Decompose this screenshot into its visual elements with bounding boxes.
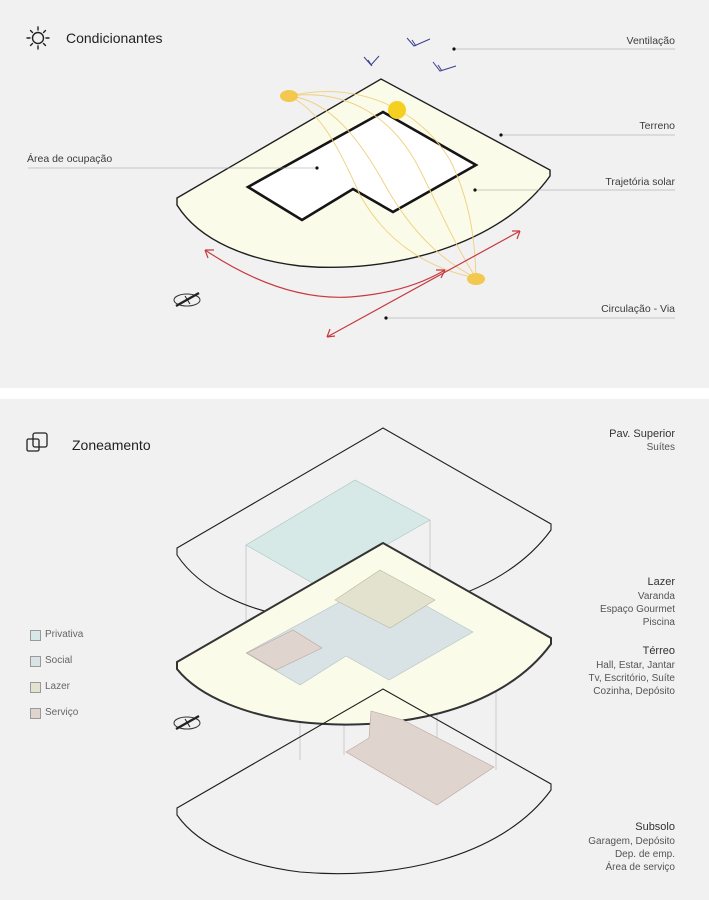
legend-swatch bbox=[30, 656, 41, 667]
upper-floor-title: Pav. Superior bbox=[609, 428, 675, 440]
occupation-area-label: Área de ocupação bbox=[27, 153, 113, 165]
basement-item: Dep. de emp. bbox=[614, 849, 675, 860]
zoning-title: Zoneamento bbox=[72, 437, 151, 453]
ventilation-label: Ventilação bbox=[626, 35, 675, 47]
legend-swatch bbox=[30, 630, 41, 641]
basement-item: Garagem, Depósito bbox=[588, 836, 675, 847]
conditions-panel bbox=[0, 0, 709, 388]
ground-floor-item: Tv, Escritório, Suíte bbox=[588, 673, 675, 684]
leisure-title: Lazer bbox=[647, 576, 675, 588]
legend-swatch bbox=[30, 682, 41, 693]
leisure-item: Varanda bbox=[637, 591, 675, 602]
ground-floor-item: Cozinha, Depósito bbox=[593, 686, 675, 697]
conditions-title: Condicionantes bbox=[66, 30, 163, 46]
basement-title: Subsolo bbox=[635, 821, 675, 833]
basement-item: Área de serviço bbox=[605, 862, 675, 873]
street-label: Circulação - Via bbox=[601, 303, 675, 315]
leisure-item: Piscina bbox=[642, 617, 675, 628]
leisure-item: Espaço Gourmet bbox=[599, 604, 675, 615]
zoning-panel bbox=[0, 399, 709, 900]
ground-floor-item: Hall, Estar, Jantar bbox=[596, 660, 675, 671]
ground-floor-title: Térreo bbox=[642, 645, 675, 657]
legend-swatch bbox=[30, 708, 41, 719]
solar-path-label: Trajetória solar bbox=[605, 176, 675, 188]
terrain-label: Terreno bbox=[639, 120, 675, 132]
upper-floor-item: Suítes bbox=[646, 442, 675, 453]
